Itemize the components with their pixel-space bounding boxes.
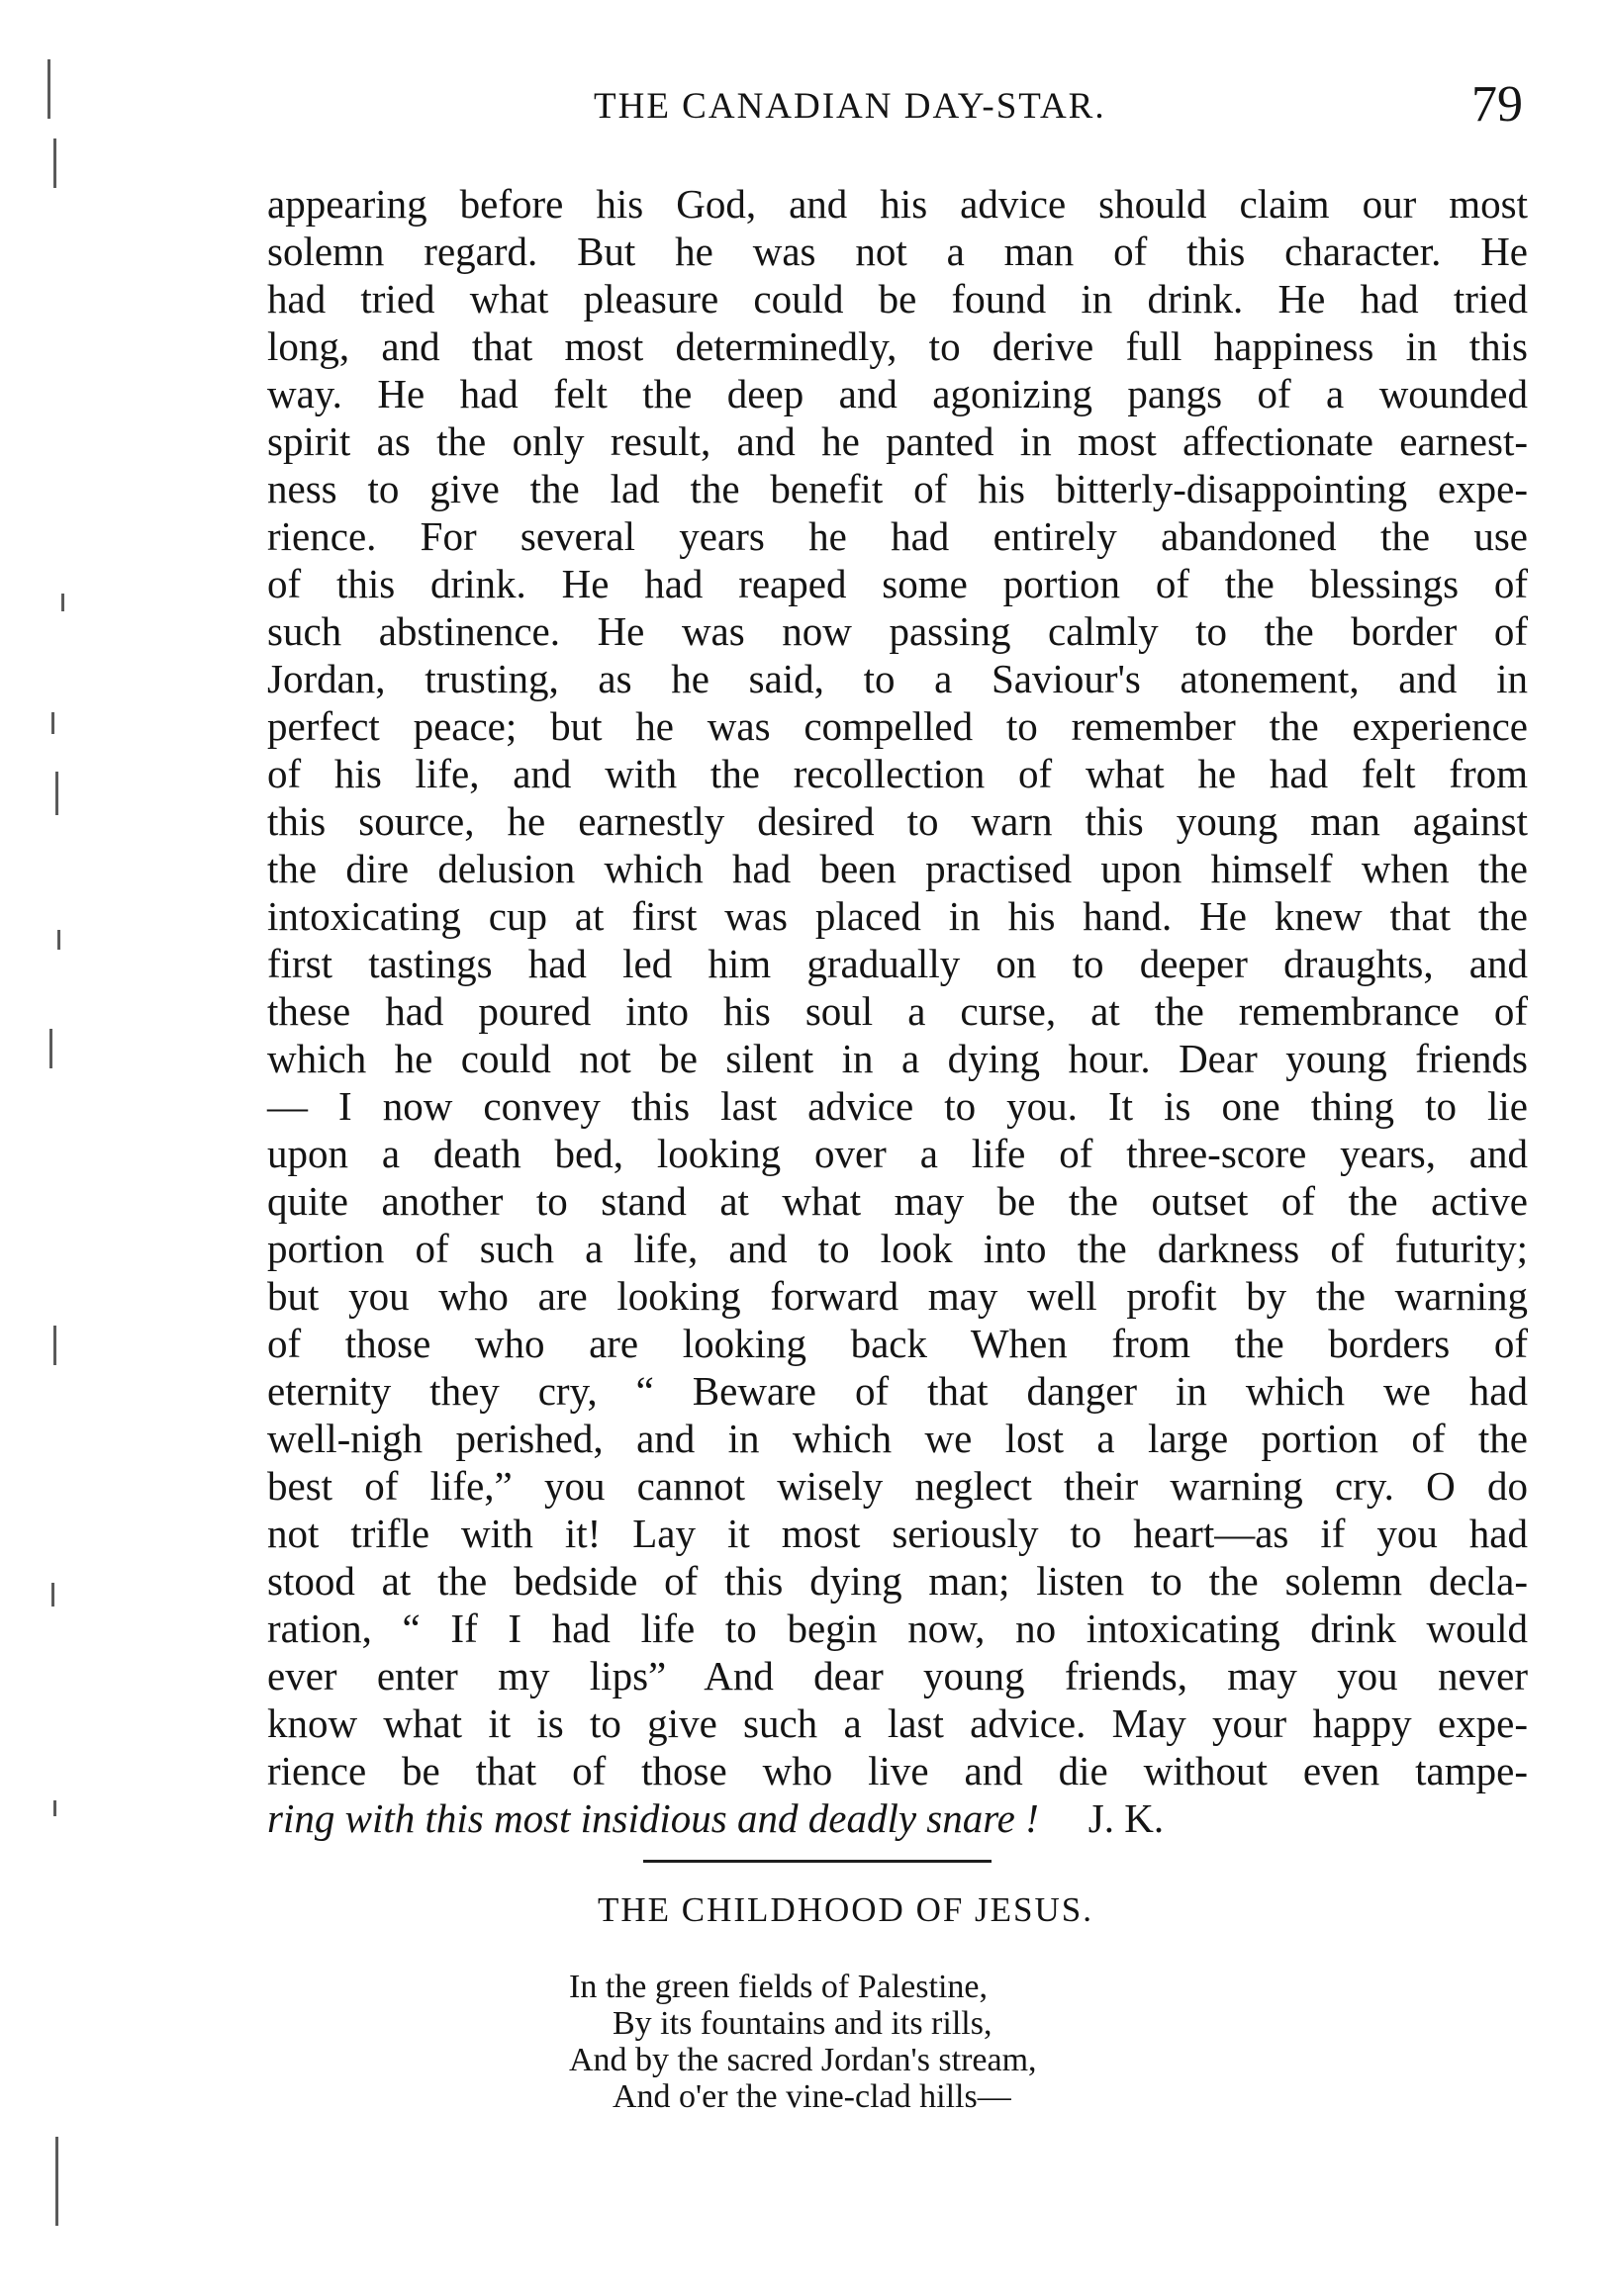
text-line: quite another to stand at what may be the outset of the active bbox=[267, 1178, 1528, 1224]
margin-mark bbox=[57, 930, 60, 950]
text-line: upon a death bed, looking over a life of three-score years, and bbox=[267, 1131, 1528, 1176]
text-line: solemn regard. But he was not a man of this character. He bbox=[267, 229, 1528, 274]
margin-mark bbox=[49, 1029, 52, 1068]
scan-margin-marks bbox=[44, 40, 83, 2255]
poem-line: By its fountains and its rills, bbox=[613, 2005, 993, 2042]
poem-line: In the green fields of Palestine, bbox=[569, 1969, 988, 2005]
text-line: appearing before his God, and his advice should claim our most bbox=[267, 181, 1528, 227]
text-line: Jordan, trusting, as he said, to a Saviour's atonement, and in bbox=[267, 656, 1528, 701]
margin-mark bbox=[55, 772, 58, 815]
text-line: of his life, and with the recollection of what he had felt from bbox=[267, 751, 1528, 796]
margin-mark bbox=[53, 1326, 56, 1365]
text-line: but you who are looking forward may well profit by the warning bbox=[267, 1273, 1528, 1319]
text-line: stood at the bedside of this dying man; listen to the solemn decla- bbox=[267, 1558, 1528, 1604]
text-line: intoxicating cup at first was placed in his hand. He knew that the bbox=[267, 893, 1528, 939]
text-line: ness to give the lad the benefit of his bitterly-disappointing expe- bbox=[267, 466, 1528, 511]
text-line: such abstinence. He was now passing calmly to the border of bbox=[267, 608, 1528, 654]
text-line: these had poured into his soul a curse, at the remembrance of bbox=[267, 988, 1528, 1034]
text-line: rience. For several years he had entirely abandoned the use bbox=[267, 513, 1528, 559]
margin-mark bbox=[53, 138, 56, 188]
text-line: long, and that most determinedly, to derive full happiness in this bbox=[267, 323, 1528, 369]
text-line: of this drink. He had reaped some portion of the blessings of bbox=[267, 561, 1528, 606]
running-head: THE CANADIAN DAY-STAR. bbox=[594, 86, 1106, 127]
text-line: rience be that of those who live and die without even tampe- bbox=[267, 1748, 1528, 1793]
text-line: first tastings had led him gradually on to deeper draughts, and bbox=[267, 941, 1528, 986]
text-line: the dire delusion which had been practised upon himself when the bbox=[267, 846, 1528, 891]
margin-mark bbox=[51, 712, 54, 734]
final-line-text: ring with this most insidious and deadly snare ! bbox=[267, 1795, 1039, 1841]
final-line bbox=[267, 1794, 1528, 1842]
text-line: way. He had felt the deep and agonizing pangs of a wounded bbox=[267, 371, 1528, 416]
text-line: portion of such a life, and to look into the darkness of futurity; bbox=[267, 1226, 1528, 1271]
text-line: best of life,” you cannot wisely neglect their warning cry. O do bbox=[267, 1463, 1528, 1509]
text-line: — I now convey this last advice to you. It is one thing to lie bbox=[267, 1083, 1528, 1129]
poem-stanza bbox=[569, 1969, 1037, 2115]
margin-mark bbox=[51, 1583, 54, 1607]
text-line: not trifle with it! Lay it most seriously to heart—as if you had bbox=[267, 1511, 1528, 1556]
text-line: perfect peace; but he was compelled to remember the experience bbox=[267, 703, 1528, 749]
margin-mark bbox=[53, 1800, 56, 1816]
text-line: well-nigh perished, and in which we lost a large portion of the bbox=[267, 1416, 1528, 1461]
text-line: which he could not be silent in a dying hour. Dear young friends bbox=[267, 1036, 1528, 1081]
text-line: know what it is to give such a last advice. May your happy expe- bbox=[267, 1700, 1528, 1746]
margin-mark bbox=[47, 59, 50, 119]
section-divider bbox=[643, 1860, 992, 1863]
text-line: ration, “ If I had life to begin now, no intoxicating drink would bbox=[267, 1606, 1528, 1651]
margin-mark bbox=[61, 594, 64, 611]
text-line: had tried what pleasure could be found in drink. He had tried bbox=[267, 276, 1528, 321]
text-line: ever enter my lips” And dear young friends, may you never bbox=[267, 1653, 1528, 1699]
author-signature: J. K. bbox=[1087, 1795, 1165, 1841]
text-line: this source, he earnestly desired to warn this young man against bbox=[267, 798, 1528, 844]
text-line: spirit as the only result, and he panted in most affectionate earnest- bbox=[267, 418, 1528, 464]
text-line: of those who are looking back When from the borders of bbox=[267, 1321, 1528, 1366]
poem-line: And by the sacred Jordan's stream, bbox=[569, 2042, 1037, 2078]
page-number: 79 bbox=[1471, 76, 1523, 133]
article-body bbox=[267, 180, 1528, 1842]
text-line: eternity they cry, “ Beware of that danger in which we had bbox=[267, 1368, 1528, 1414]
margin-mark bbox=[55, 2137, 58, 2226]
poem-title: THE CHILDHOOD OF JESUS. bbox=[598, 1890, 1094, 1929]
poem-line: And o'er the vine-clad hills— bbox=[613, 2078, 1011, 2115]
